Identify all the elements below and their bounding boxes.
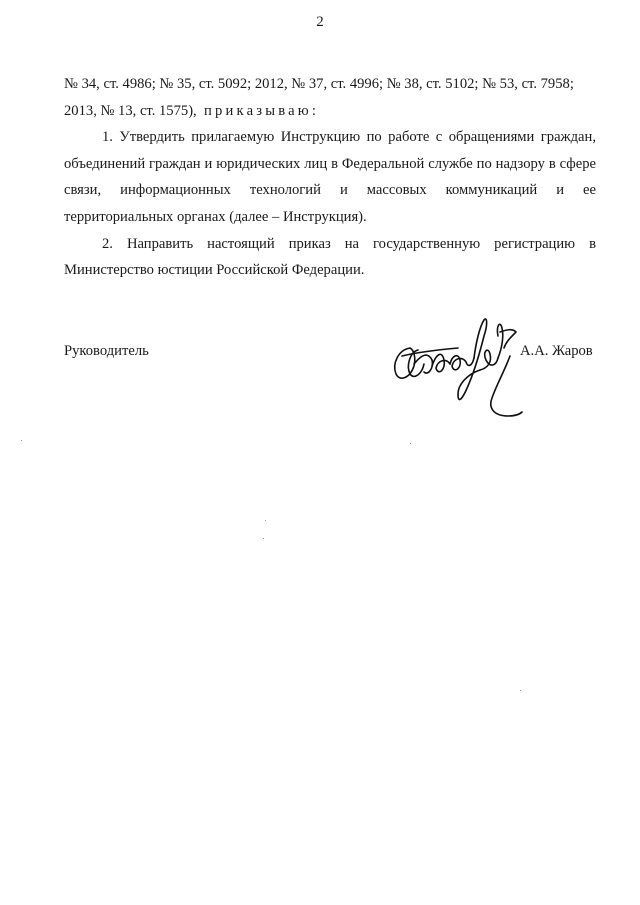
document-body [64, 71, 596, 284]
order-item-1: 1. Утвердить прилагаемую Инструкцию по работе с обращениями граждан, объединений граждан и юридических лиц в Федеральной службе по надзору в сфере связи, информационных технологий и массовых коммуникаций и ее территориальных органах (далее – Инструкция). [64, 129, 596, 225]
signatory-title: Руководитель [64, 343, 149, 359]
page-number: 2 [316, 14, 324, 30]
handwritten-signature [388, 312, 528, 424]
scan-speck [263, 538, 264, 539]
scan-speck [21, 440, 22, 441]
citation-line [64, 71, 596, 124]
order-word: приказываю: [204, 102, 320, 119]
citation-text-end: 2013, № 13, ст. 1575), [64, 102, 197, 119]
order-item-2: 2. Направить настоящий приказ на государственную регистрацию в Министерство юстиции Российской Федерации. [64, 235, 596, 279]
scan-speck [520, 690, 521, 691]
scan-speck [265, 520, 266, 521]
signatory-name: А.А. Жаров [520, 343, 593, 359]
citation-text: № 34, ст. 4986; № 35, ст. 5092; 2012, № 37, ст. 4996; № 38, ст. 5102; № 53, ст. 7958; [64, 76, 574, 92]
scan-speck [410, 443, 411, 444]
